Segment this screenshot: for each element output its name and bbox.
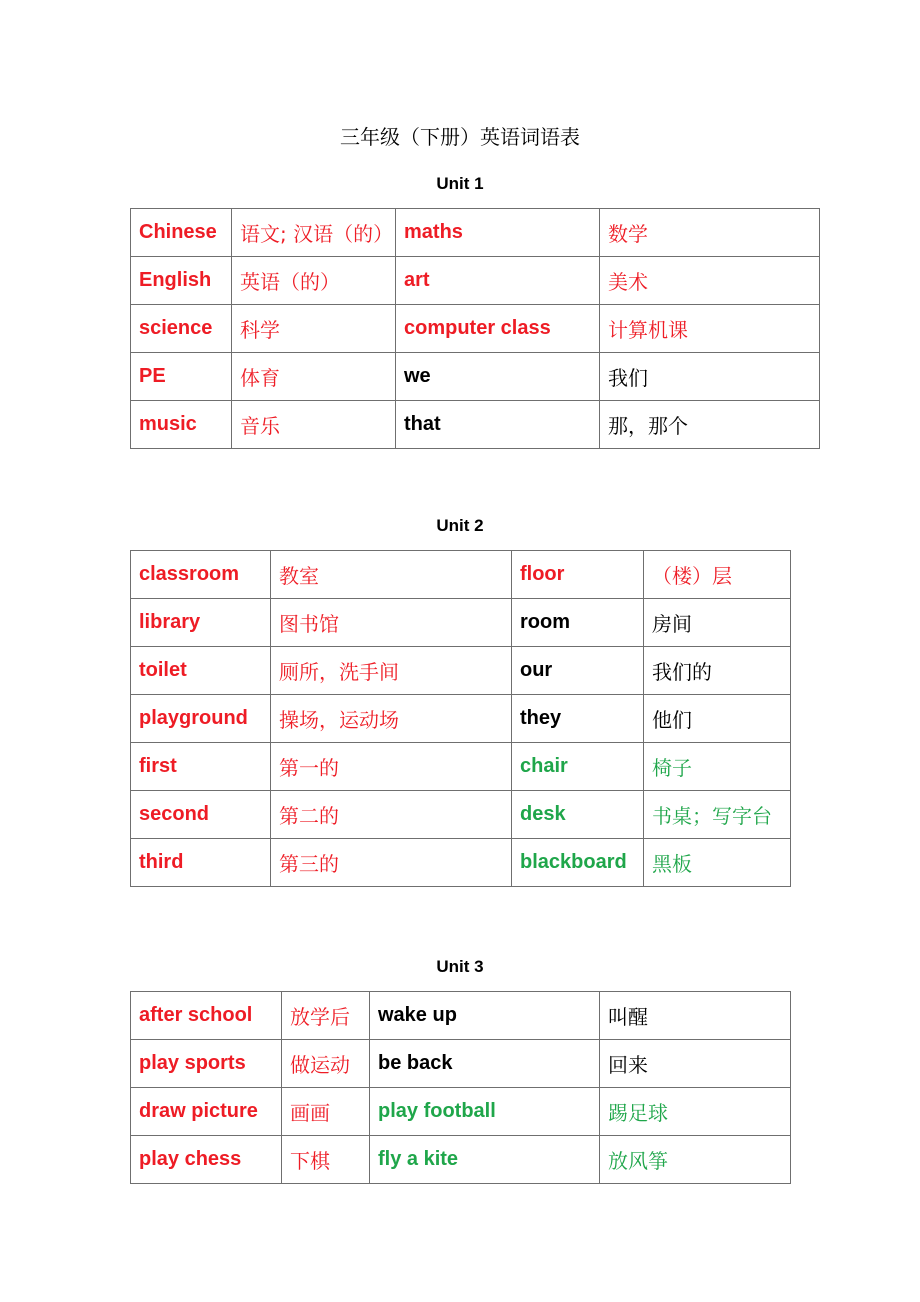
table-row (131, 647, 791, 695)
english-word-cell: floor (512, 551, 644, 599)
chinese-meaning-cell: 他们 (644, 695, 791, 743)
english-word-cell: third (131, 839, 271, 887)
english-word-cell: be back (370, 1040, 600, 1088)
chinese-meaning-cell: 第一的 (271, 743, 512, 791)
chinese-meaning-cell: 下棋 (282, 1136, 370, 1184)
chinese-meaning-cell: 那，那个 (600, 401, 820, 449)
english-word-cell: wake up (370, 992, 600, 1040)
english-word-cell: classroom (131, 551, 271, 599)
english-word-cell: draw picture (131, 1088, 282, 1136)
chinese-meaning-cell: 操场，运动场 (271, 695, 512, 743)
english-word-cell: music (131, 401, 232, 449)
english-word-cell: maths (396, 209, 600, 257)
chinese-meaning-cell: 房间 (644, 599, 791, 647)
table-row (131, 992, 791, 1040)
english-word-cell: fly a kite (370, 1136, 600, 1184)
table-row (131, 257, 820, 305)
english-word-cell: science (131, 305, 232, 353)
chinese-meaning-cell: 放学后 (282, 992, 370, 1040)
chinese-meaning-cell: 做运动 (282, 1040, 370, 1088)
english-word-cell: that (396, 401, 600, 449)
chinese-meaning-cell: 我们 (600, 353, 820, 401)
table-row (131, 551, 791, 599)
chinese-meaning-cell: 第二的 (271, 791, 512, 839)
english-word-cell: play football (370, 1088, 600, 1136)
english-word-cell: second (131, 791, 271, 839)
unit-3-vocab-table (130, 991, 791, 1184)
chinese-meaning-cell: 音乐 (232, 401, 396, 449)
english-word-cell: chair (512, 743, 644, 791)
chinese-meaning-cell: 教室 (271, 551, 512, 599)
chinese-meaning-cell: 科学 (232, 305, 396, 353)
chinese-meaning-cell: 画画 (282, 1088, 370, 1136)
english-word-cell: play sports (131, 1040, 282, 1088)
english-word-cell: blackboard (512, 839, 644, 887)
english-word-cell: playground (131, 695, 271, 743)
table-row (131, 1136, 791, 1184)
chinese-meaning-cell: 语文; 汉语（的） (232, 209, 396, 257)
english-word-cell: first (131, 743, 271, 791)
english-word-cell: room (512, 599, 644, 647)
table-row (131, 209, 820, 257)
chinese-meaning-cell: 体育 (232, 353, 396, 401)
chinese-meaning-cell: 美术 (600, 257, 820, 305)
chinese-meaning-cell: 厕所，洗手间 (271, 647, 512, 695)
english-word-cell: our (512, 647, 644, 695)
chinese-meaning-cell: 踢足球 (600, 1088, 791, 1136)
table-row (131, 599, 791, 647)
chinese-meaning-cell: （楼）层 (644, 551, 791, 599)
english-word-cell: desk (512, 791, 644, 839)
chinese-meaning-cell: 图书馆 (271, 599, 512, 647)
english-word-cell: computer class (396, 305, 600, 353)
chinese-meaning-cell: 我们的 (644, 647, 791, 695)
table-row (131, 791, 791, 839)
unit-3-title: Unit 3 (436, 957, 484, 976)
english-word-cell: library (131, 599, 271, 647)
english-word-cell: toilet (131, 647, 271, 695)
unit-2-title: Unit 2 (436, 516, 484, 535)
table-row (131, 305, 820, 353)
english-word-cell: art (396, 257, 600, 305)
chinese-meaning-cell: 第三的 (271, 839, 512, 887)
chinese-meaning-cell: 黑板 (644, 839, 791, 887)
english-word-cell: PE (131, 353, 232, 401)
chinese-meaning-cell: 叫醒 (600, 992, 791, 1040)
english-word-cell: English (131, 257, 232, 305)
table-row (131, 695, 791, 743)
table-row (131, 1088, 791, 1136)
page-title: 三年级（下册）英语词语表 (340, 125, 580, 149)
chinese-meaning-cell: 数学 (600, 209, 820, 257)
chinese-meaning-cell: 回来 (600, 1040, 791, 1088)
english-word-cell: we (396, 353, 600, 401)
table-row (131, 1040, 791, 1088)
table-row (131, 401, 820, 449)
chinese-meaning-cell: 英语（的） (232, 257, 396, 305)
chinese-meaning-cell: 计算机课 (600, 305, 820, 353)
english-word-cell: Chinese (131, 209, 232, 257)
chinese-meaning-cell: 书桌；写字台 (644, 791, 791, 839)
unit-1-title: Unit 1 (436, 174, 484, 193)
chinese-meaning-cell: 放风筝 (600, 1136, 791, 1184)
table-row (131, 353, 820, 401)
table-row (131, 839, 791, 887)
english-word-cell: after school (131, 992, 282, 1040)
unit-2-vocab-table (130, 550, 791, 887)
english-word-cell: play chess (131, 1136, 282, 1184)
chinese-meaning-cell: 椅子 (644, 743, 791, 791)
unit-1-vocab-table (130, 208, 820, 449)
english-word-cell: they (512, 695, 644, 743)
table-row (131, 743, 791, 791)
